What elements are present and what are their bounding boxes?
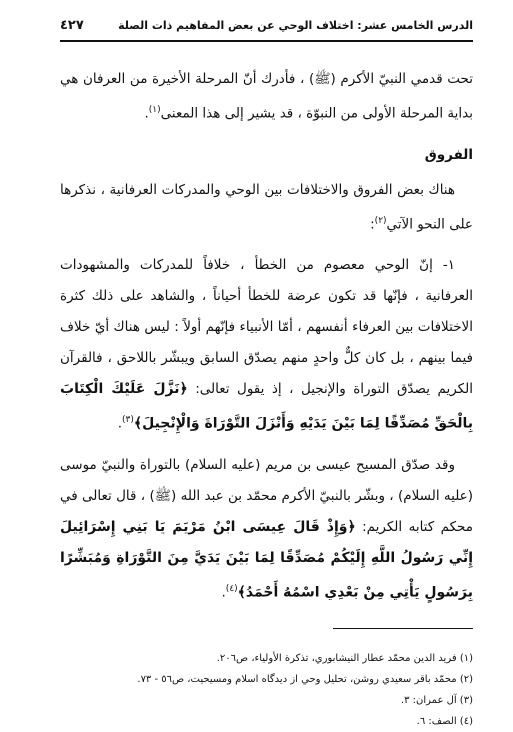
paragraph-2-text: هناك بعض الفروق والاختلافات بين الوحي والمدركات العرفانية ، نذكرها على النحو الآتي xyxy=(60,181,473,232)
paragraph-3: ١- إنّ الوحي معصوم من الخطأ ، خلافاً للمدركات والمشهودات العرفانية ، فإنّها قد تكون عرضة للخطأ أحياناً ، والشاهد على ذلك كثرة الاختلافات بين العرفاء أنفسهم ، أمّا الأنبياء فإنّهم أولاً : ليس هناك أيّ خلاف فيما بينهم ، بل كان كلٌّ واحدٍ منهم يصدّق السابق ويبشّر باللاحق ، فالقرآن الكريم يصدّق التوراة والإنجيل ، إذ يقول تعالى: ﴿نَزَّلَ عَلَيْكَ الْكِتَابَ بِالْحَقِّ مُصَدِّقًا لِمَا بَيْنَ يَدَيْهِ وَأَنْزَلَ التَّوْرَاةَ وَالْإِنْجِيلَ﴾$^{(٣)}$. xyxy=(60,257,473,432)
section-heading: الفروق xyxy=(424,146,473,163)
footnote-ref-4: (٤) xyxy=(225,583,238,594)
footnote-ref-3: (٣) xyxy=(122,415,134,425)
running-header xyxy=(60,14,473,42)
paragraph-1: تحت قدمي النبيّ الأكرم (ﷺ) ، فأدرك أنّ المرحلة الأخيرة من العرفان هي بداية المرحلة الأولى من النبوّة ، قد يشير إلى هذا المعنى$^{(١)}$. xyxy=(60,71,473,122)
footnote-4: (٤) الصف: ٦. xyxy=(416,716,473,727)
paragraph-4-text: وقد صدّق المسيح عيسى بن مريم (عليه السلام) بالتوراة والنبيّ موسى (عليه السلام) ، وبشّر بالنبيّ الأكرم محمّد بن عبد الله (ﷺ) ، قال تعالى في محكم كتابه الكريم: xyxy=(60,456,473,535)
paragraph-3-text: ١- إنّ الوحي معصوم من الخطأ ، خلافاً للمدركات والمشهودات العرفانية ، فإنّها قد تكون عرضة للخطأ أحياناً ، والشاهد على ذلك كثرة الاختلافات بين العرفاء أنفسهم ، أمّا الأنبياء فإنّهم أولاً : ليس هناك أيّ خلاف فيما بينهم ، بل كان كلٌّ واحدٍ منهم يصدّق السابق ويبشّر باللاحق ، فالقرآن الكريم يصدّق التوراة والإنجيل ، إذ يقول تعالى: xyxy=(60,257,473,397)
footnote-2: (٢) محمّد باقر سعيدي روشن، تحليل وحي از ديدگاه اسلام ومسيحيت، ص٥٦ - ٧٣. xyxy=(137,674,473,685)
page-number: ٤٢٧ xyxy=(60,17,84,33)
quran-verse-2: ﴿وَإِذْ قَالَ عِيسَى ابْنُ مَرْيَمَ يَا بَنِي إِسْرَائِيلَ إِنِّي رَسُولُ اللَّهِ إِلَيْكُمْ مُصَدِّقًا لِمَا بَيْنَ يَدَيَّ مِنَ التَّوْرَاةِ وَمُبَشِّرًا بِرَسُولٍ يَأْتِي مِنْ بَعْدِي اسْمُهُ أَحْمَدُ﴾ xyxy=(60,518,473,600)
footnote-1: (١) فريد الدين محمّد عطار النيشابوري، تذكرة الأولياء، ص٢٠٦. xyxy=(216,653,473,664)
paragraph-2: هناك بعض الفروق والاختلافات بين الوحي والمدركات العرفانية ، نذكرها على النحو الآتي$^{(٢)}$: xyxy=(60,181,473,232)
quran-verse-1: ﴿نَزَّلَ عَلَيْكَ الْكِتَابَ بِالْحَقِّ مُصَدِّقًا لِمَا بَيْنَ يَدَيْهِ وَأَنْزَلَ التَّوْرَاةَ وَالْإِنْجِيلَ﴾ xyxy=(60,381,473,432)
main-text xyxy=(60,64,473,618)
footnote-ref-2: (٢) xyxy=(374,215,387,226)
paragraph-1-text: تحت قدمي النبيّ الأكرم (ﷺ) ، فأدرك أنّ المرحلة الأخيرة من العرفان هي بداية المرحلة الأولى من النبوّة ، قد يشير إلى هذا المعنى xyxy=(60,71,473,122)
paragraph-4: وقد صدّق المسيح عيسى بن مريم (عليه السلام) بالتوراة والنبيّ موسى (عليه السلام) ، وبشّر بالنبيّ الأكرم محمّد بن عبد الله (ﷺ) ، قال تعالى في محكم كتابه الكريم: ﴿وَإِذْ قَالَ عِيسَى ابْنُ مَرْيَمَ يَا بَنِي إِسْرَائِيلَ إِنِّي رَسُولُ اللَّهِ إِلَيْكُمْ مُصَدِّقًا لِمَا بَيْنَ يَدَيَّ مِنَ التَّوْرَاةِ وَمُبَشِّرًا بِرَسُولٍ يَأْتِي مِنْ بَعْدِي اسْمُهُ أَحْمَدُ﴾$^{(٤)}$. xyxy=(60,456,473,600)
footnote-ref-1: (١) xyxy=(148,105,161,115)
footnote-3: (٣) آل عمران: ٣. xyxy=(400,695,473,706)
running-title: الدرس الخامس عشر: اختلاف الوحي عن بعض المفاهيم ذات الصلة xyxy=(118,18,473,32)
footnotes xyxy=(60,648,473,732)
footnote-divider xyxy=(333,628,473,629)
